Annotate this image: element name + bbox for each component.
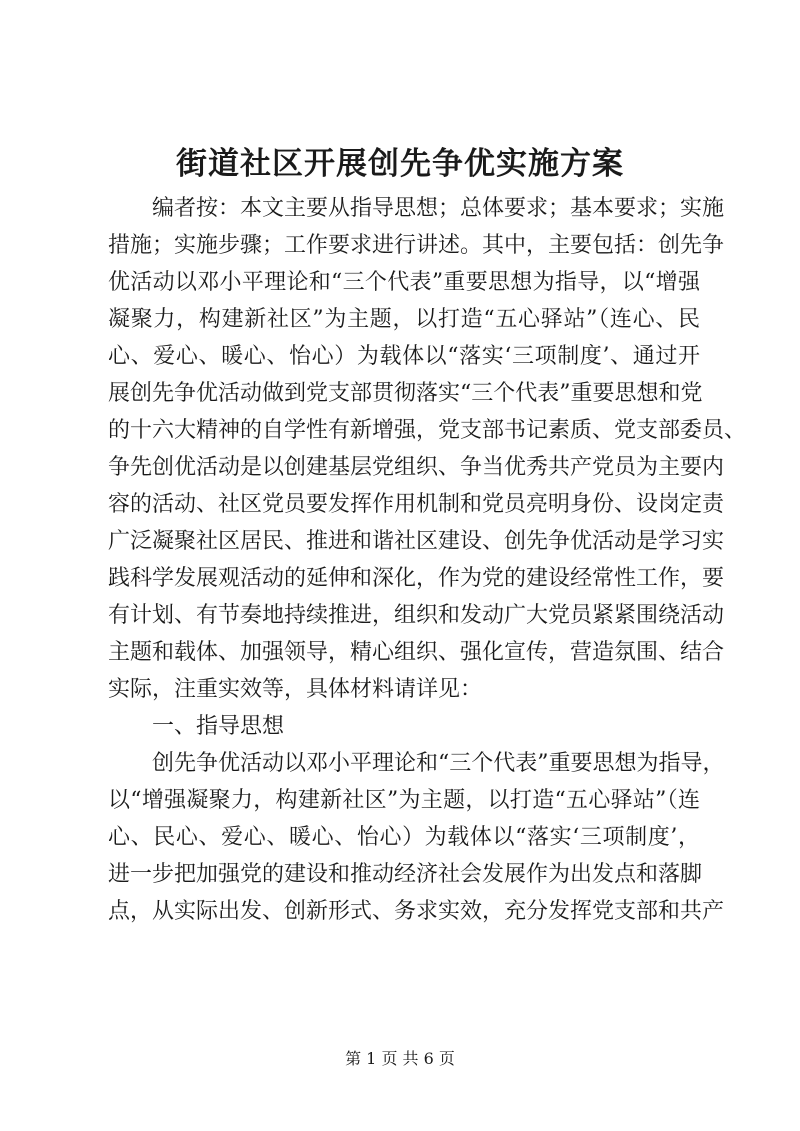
- paragraph-line: 争先创优活动是以创建基层党组织、争当优秀共产党员为主要内: [108, 455, 725, 480]
- paragraph-line: 践科学发展观活动的延伸和深化，作为党的建设经常性工作，要: [108, 566, 725, 591]
- section-heading: 一、指导思想: [152, 714, 285, 739]
- paragraph-line: 点，从实际出发、创新形式、务求实效，充分发挥党支部和共产: [108, 899, 725, 924]
- paragraph-line: 有计划、有节奏地持续推进，组织和发动广大党员紧紧围绕活动: [108, 603, 725, 628]
- paragraph-line: 进一步把加强党的建设和推动经济社会发展作为出发点和落脚: [108, 862, 703, 887]
- paragraph-line: 展创先争优活动做到党支部贯彻落实“三个代表”重要思想和党: [108, 381, 703, 406]
- paragraph-line: 凝聚力，构建新社区”为主题，以打造“五心驿站”（连心、民: [108, 307, 700, 332]
- paragraph-line: 容的活动、社区党员要发挥作用机制和党员亮明身份、设岗定责: [108, 492, 725, 517]
- paragraph-line: 创先争优活动以邓小平理论和“三个代表”重要思想为指导，: [152, 751, 725, 776]
- paragraph-line: 以“增强凝聚力，构建新社区”为主题，以打造“五心驿站”（连: [108, 788, 700, 813]
- paragraph-line: 心、民心、爱心、暖心、怡心）为载体以“落实‘三项制度’，: [108, 825, 700, 850]
- paragraph-line: 编者按：本文主要从指导思想；总体要求；基本要求；实施: [152, 196, 725, 221]
- paragraph-line: 措施；实施步骤；工作要求进行讲述。其中，主要包括：创先争: [108, 233, 725, 258]
- document-title: 街道社区开展创先争优实施方案: [176, 146, 624, 182]
- paragraph-line: 心、爱心、暖心、怡心）为载体以“落实‘三项制度’、通过开: [108, 344, 700, 369]
- paragraph-line: 主题和载体、加强领导，精心组织、强化宣传，营造氛围、结合: [108, 640, 725, 665]
- page-number: 第 1 页 共 6 页: [345, 1049, 455, 1068]
- paragraph-line: 广泛凝聚社区居民、推进和谐社区建设、创先争优活动是学习实: [108, 529, 725, 554]
- paragraph-line: 实际，注重实效等，具体材料请详见：: [108, 677, 483, 702]
- paragraph-line: 优活动以邓小平理论和“三个代表”重要思想为指导，以“增强: [108, 270, 700, 295]
- paragraph-line: 的十六大精神的自学性有新增强，党支部书记素质、党支部委员、: [108, 418, 747, 443]
